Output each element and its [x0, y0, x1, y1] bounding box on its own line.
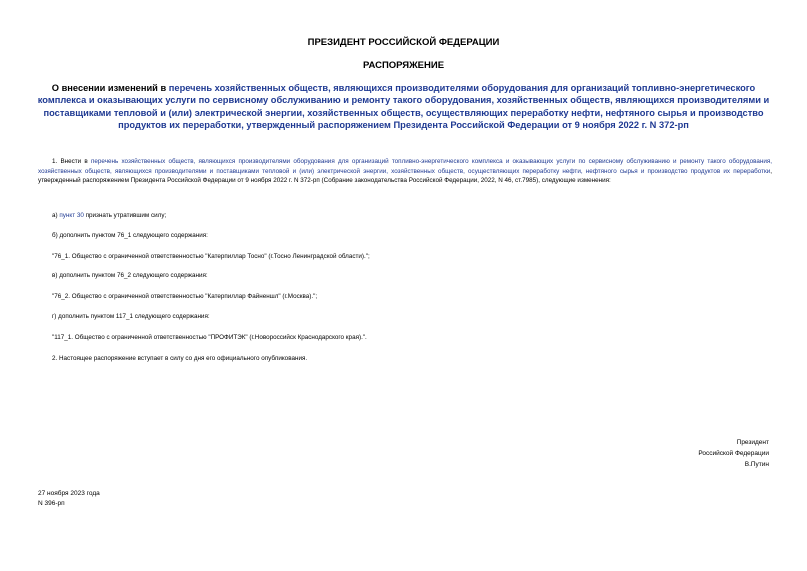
item-g: г) дополнить пунктом 117_1 следующего содержания: [52, 313, 210, 320]
document-title [36, 82, 771, 131]
paragraph-1-prefix: 1. Внести в [52, 158, 91, 165]
signature-title: Президент [736, 439, 769, 446]
document-footer [38, 489, 100, 509]
item-b-quote: "76_1. Общество с ограниченной ответственностью "Катерпиллар Тосно" (г.Тосно Ленинградской области)."; [52, 253, 370, 260]
item-b: б) дополнить пунктом 76_1 следующего содержания: [52, 232, 208, 239]
item-a-suffix: признать утратившим силу; [83, 212, 167, 219]
issuer-heading: ПРЕЗИДЕНТ РОССИЙСКОЙ ФЕДЕРАЦИИ [307, 37, 500, 48]
item-a [52, 211, 752, 220]
document-date: 27 ноября 2023 года [38, 490, 100, 497]
item-g-quote: "117_1. Общество с ограниченной ответственностью "ПРОФИТЭК" (г.Новороссийск Краснодарского края).". [52, 334, 367, 341]
paragraph-1 [38, 157, 772, 186]
paragraph-2: 2. Настоящее распоряжение вступает в силу со дня его официального опубликования. [52, 355, 308, 362]
item-v: в) дополнить пунктом 76_2 следующего содержания: [52, 272, 208, 279]
signature-block [698, 437, 769, 470]
document-number: N 396-рп [38, 500, 65, 507]
title-prefix: О внесении изменений в [51, 83, 169, 93]
paragraph-1-suffix: , утвержденный распоряжением Президента Российской Федерации от 9 ноября 2022 г. N 372-рп (Собрание законодательства Российской Федерации, 2022, N 46, ст.7985), следующие изменения: [38, 167, 772, 185]
item-a-prefix: а) [52, 212, 60, 219]
title-link[interactable]: перечень хозяйственных обществ, являющихся производителями оборудования для организаций топливно-энергетического комплекса и оказывающих услуги по сервисному обслуживанию и ремонту такого оборудования, хозяйственных обществ, являющихся производителями и поставщиками тепловой и (или) электрической энергии, хозяйственных обществ, осуществляющих переработку нефти, нефтяного сырья и производство продуктов их переработки, утвержденный распоряжением Президента Российской Федерации от 9 ноября 2022 г. N 372-рп [37, 83, 770, 130]
paragraph-1-link[interactable]: перечень хозяйственных обществ, являющихся производителями оборудования для организаций топливно-энергетического комплекса и оказывающих услуги по сервисному обслуживанию и ремонту такого оборудования, хозяйственных обществ, являющихся производителями и поставщиками тепловой и (или) электрической энергии, хозяйственных обществ, осуществляющих переработку нефти, нефтяного сырья и производство продуктов их переработки [38, 158, 772, 175]
signature-country: Российской Федерации [698, 450, 769, 457]
item-v-quote: "76_2. Общество с ограниченной ответственностью "Катерпиллар Файненшл" (г.Москва)."; [52, 293, 318, 300]
item-a-link[interactable]: пункт 30 [59, 212, 84, 219]
signature-name: В.Путин [744, 461, 769, 468]
document-type-heading: РАСПОРЯЖЕНИЕ [362, 60, 445, 71]
